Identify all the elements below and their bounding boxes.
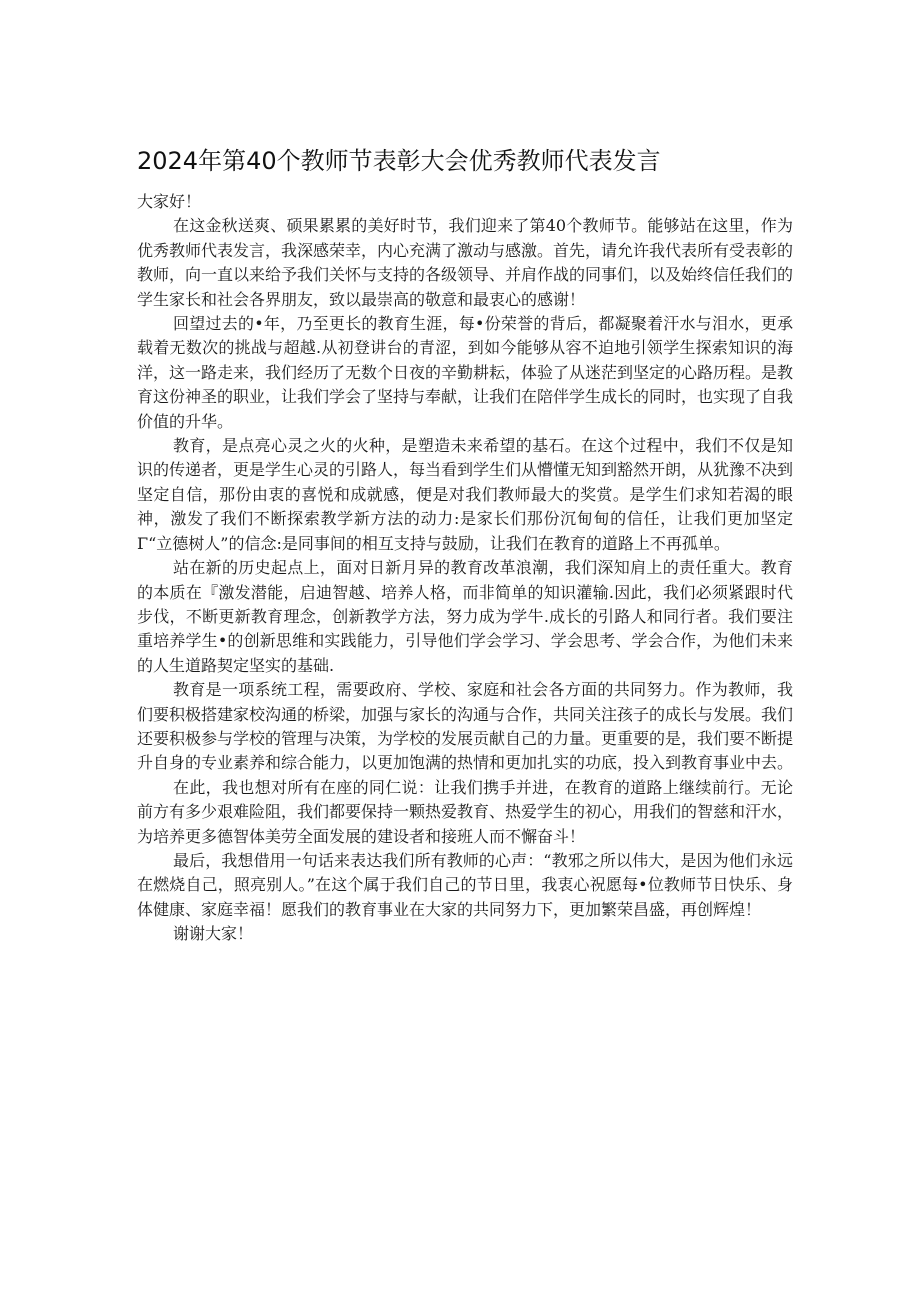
paragraph: 在这金秋送爽、硕果累累的美好时节，我们迎来了第40个教师节。能够站在这里，作为优秀教师代表发言，我深感荣幸，内心充满了激动与感激。首先，请允许我代表所有受表彰的教师，向一直以来给予我们关怀与支持的各级领导、并肩作战的同事们，以及始终信任我们的学生家长和社会各界朋友，致以最崇高的敬意和最衷心的感谢！ [137, 216, 794, 309]
paragraph: 教育是一项系统工程，需要政府、学校、家庭和社会各方面的共同努力。作为教师，我们要积极搭建家校沟通的桥梁，加强与家长的沟通与合作，共同关注孩子的成长与发展。我们还要积极参与学校的管理与决策，为学校的发展贡献自己的力量。更重要的是，我们要不断提升自身的专业素养和综合能力，以更加饱满的热情和更加扎实的功底，投入到教育事业中去。 [137, 680, 794, 773]
paragraph: 教育，是点亮心灵之火的火种，是塑造未来希望的基石。在这个过程中，我们不仅是知识的传递者，更是学生心灵的引路人，每当看到学生们从懵懂无知到豁然开朗，从犹豫不决到坚定自信，那份由衷的喜悦和成就感，便是对我们教师最大的奖赏。是学生们求知若渴的眼神，激发了我们不断探索教学新方法的动力:是家长们那份沉甸甸的信任，让我们更加坚定Γ“立德树人”的信念:是同事间的相互支持与鼓励，让我们在教育的道路上不再孤单。 [137, 436, 794, 553]
closing-line: 谢谢大家！ [173, 924, 254, 944]
document-title: 2024年第40个教师节表彰大会优秀教师代表发言 [137, 147, 661, 175]
document-body [137, 190, 793, 947]
greeting: 大家好！ [137, 192, 202, 211]
paragraph: 最后，我想借用一句话来表达我们所有教师的心声：“教邪之所以伟大，是因为他们永远在燃烧自己，照亮别人。”在这个属于我们自己的节日里，我衷心祝愿每•位教师节日快乐、身体健康、家庭幸福！愿我们的教育事业在大家的共同努力下，更加繁荣昌盛，再创辉煌！ [137, 850, 793, 919]
paragraph: 回望过去的•年，乃至更长的教育生涯，每•份荣誉的背后，都凝聚着汗水与泪水，更承载着无数次的挑战与超越.从初登讲台的青涩，到如今能够从容不迫地引领学生探索知识的海洋，这一路走来，我们经历了无数个日夜的辛勤耕耘，体验了从迷茫到坚定的心路历程。是教育这份神圣的职业，让我们学会了坚持与奉献，让我们在陪伴学生成长的同时，也实现了自我价值的升华。 [137, 314, 794, 431]
paragraph: 在此，我也想对所有在座的同仁说：让我们携手并进，在教育的道路上继续前行。无论前方有多少艰难险阻，我们都要保持一颗热爱教育、热爱学生的初心，用我们的智慈和汗水，为培养更多德智体美劳全面发展的建设者和接班人而不懈奋斗！ [137, 777, 794, 846]
paragraph: 站在新的历史起点上，面对日新月异的教育改革浪潮，我们深知肩上的责任重大。教育的本质在『激发潜能，启迪智越、培养人格，而非简单的知识灌输.因此，我们必须紧跟时代步伐，不断更新教育理念，创新教学方法，努力成为学牛.成长的引路人和同行者。我们要注重培养学生•的创新思维和实践能力，引导他们学会学习、学会思考、学会合作，为他们未来的人生道路契定坚实的基础. [137, 558, 793, 675]
